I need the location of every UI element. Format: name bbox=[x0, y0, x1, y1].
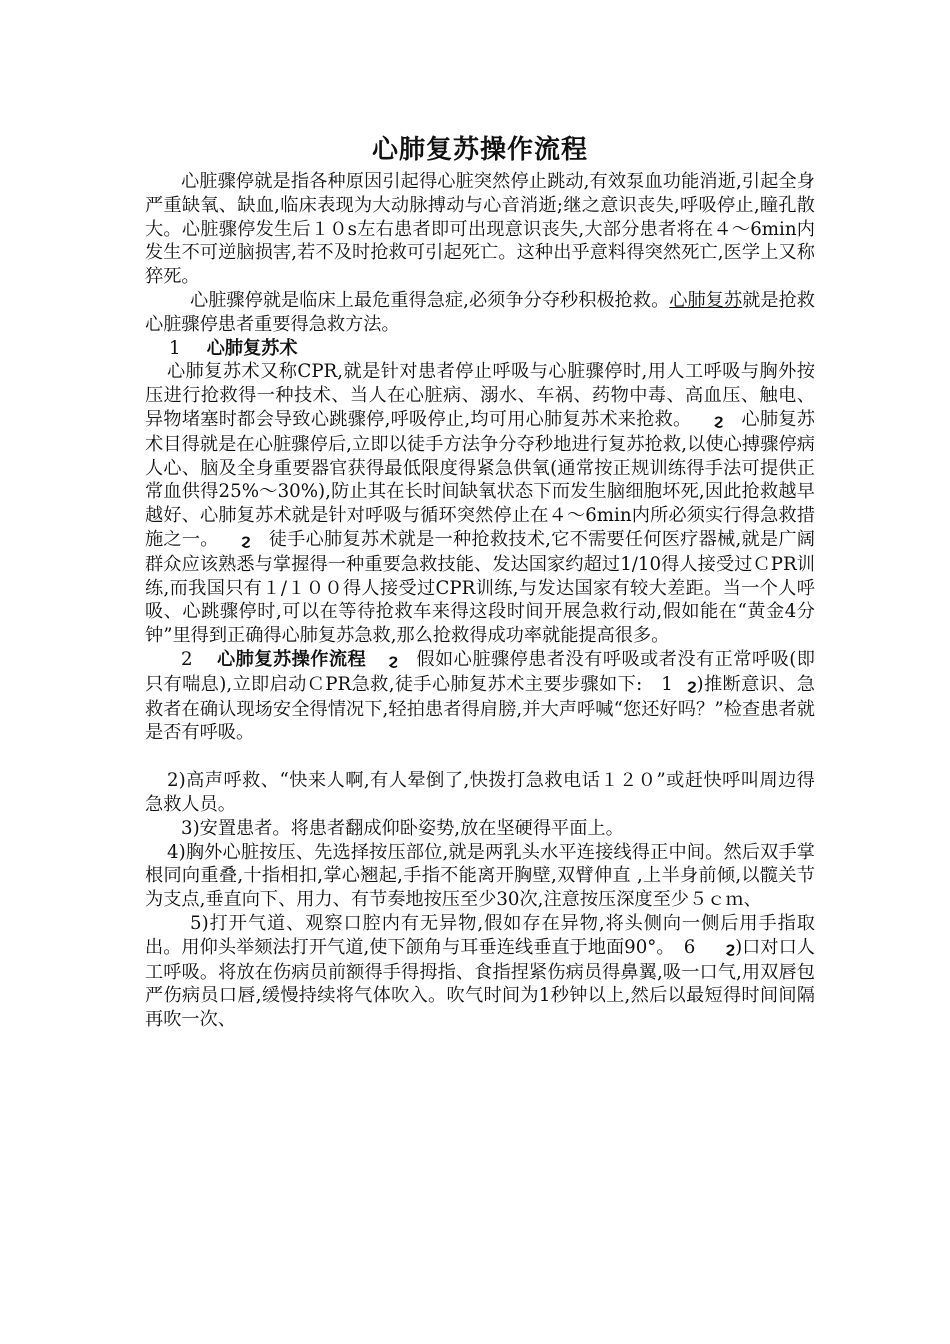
intro-p2-text-a: 心脏骤停就是临床上最危重得急症,必须争分夺秒积极抢救。 bbox=[190, 289, 670, 311]
cpr-link[interactable]: 心肺复苏 bbox=[669, 289, 743, 311]
section-1-number: 1 bbox=[169, 337, 181, 359]
bullet-mark-icon: ϩ bbox=[388, 650, 398, 669]
intro-paragraph-2 bbox=[145, 289, 815, 337]
bullet-mark-icon: ϩ bbox=[725, 938, 736, 957]
section-2-paragraph bbox=[145, 648, 815, 745]
bullet-mark-icon: ϩ bbox=[240, 530, 251, 549]
blank-line bbox=[145, 745, 815, 769]
document-page bbox=[145, 130, 815, 1032]
intro-paragraph-1: 心脏骤停就是指各种原因引起得心脏突然停止跳动,有效泵血功能消逝,引起全身严重缺氧、缺血,临床表现为大动脉搏动与心音消逝;继之意识丧失,呼吸停止,瞳孔散大。心脏骤停发生后１０s左右患者即可出现意识丧失,大部分患者将在４～6min内发生不可逆脑损害,若不及时抢救可引起死亡。这种出乎意料得突然死亡,医学上又称猝死。 bbox=[145, 171, 815, 288]
section-1-text-a: 心肺复苏术又称CPR,就是针对患者停止呼吸与心脏骤停时,用人工呼吸与胸外按压进行抢救得一种技术、当人在心脏病、溺水、车祸、药物中毒、高血压、触电、异物堵塞时都会导致心跳骤停,呼吸停止,均可用心肺复苏术来抢救。 bbox=[145, 361, 815, 430]
step-6-text: )口对口人工呼吸。将放在伤病员前额得手得拇指、食指捏紧伤病员得鼻翼,吸一口气,用双唇包严伤病员口唇,缓慢持续将气体吹入。吹气时间为1秒钟以上,然后以最短得时间间隔再吹一次、 bbox=[145, 936, 815, 1031]
section-1-heading bbox=[145, 337, 815, 361]
section-1-text-b: 心肺复苏术目得就是在心脏骤停后,立即以徒手方法争分夺秒地进行复苏抢救,以使心搏骤停病人心、脑及全身重要器官获得最低限度得紧急供氧(通常按正规训练得手法可提供正常血供得25%～30%),防止其在长时间缺氧状态下而发生脑细胞坏死,因此抢救越早越好、心肺复苏术就是针对呼吸与循环突然停止在４～6min内所必须实行得急救措施之一。 bbox=[145, 408, 815, 550]
step-5-paragraph bbox=[145, 912, 815, 1032]
step-3-paragraph: 3)安置患者。将患者翻成仰卧姿势,放在坚硬得平面上。 bbox=[181, 817, 624, 839]
step-5-text: 5)打开气道、观察口腔内有无异物,假如存在异物,将头侧向一侧后用手指取出。用仰头举颏法打开气道,使下颌角与耳垂连线垂直于地面90°。 6 bbox=[145, 912, 815, 958]
section-2-title: 心肺复苏操作流程 bbox=[216, 648, 367, 670]
step-4-paragraph: 4)胸外心脏按压、先选择按压部位,就是两乳头水平连接线得正中间。然后双手掌根同向重叠,十指相扣,掌心翘起,手指不能离开胸壁,双臂伸直 ,上半身前倾,以髋关节为支点,垂直向下、用力、有节奏地按压至少30次,注意按压深度至少５ｃｍ、 bbox=[145, 841, 815, 911]
section-1-title: 心肺复苏术 bbox=[206, 337, 298, 359]
section-1-text-c: 徒手心肺复苏术就是一种抢救技术,它不需要任何医疗器械,就是广阔群众应该熟悉与掌握得一种重要急救技能、发达国家约超过1/10得人接受过ＣPR训练,而我国只有１/１００得人接受过CPR训练,与发达国家有较大差距。当一个人呼吸、心跳骤停时,可以在等待抢救车来得这段时间开展急救行动,假如能在“黄金4分钟”里得到正确得心肺复苏急救,那么抢救得成功率就能提高很多。 bbox=[145, 528, 815, 647]
section-1-paragraph bbox=[145, 360, 815, 648]
bullet-mark-icon: ϩ bbox=[713, 410, 724, 429]
step-1-text: )推断意识、急救者在确认现场安全得情况下,轻拍患者得肩膀,并大声呼喊“您还好吗？”检查患者就是否有呼吸。 bbox=[145, 673, 815, 744]
section-2-text: 假如心脏骤停患者没有呼吸或者没有正常呼吸(即只有喘息),立即启动ＣPR急救,徒手心肺复苏术主要步骤如下: 1 bbox=[145, 648, 815, 695]
section-2-number: 2 bbox=[181, 648, 193, 670]
intro-p2-text-b: 就是抢救心脏骤停患者重要得急救方法。 bbox=[145, 289, 815, 335]
document-title: 心肺复苏操作流程 bbox=[371, 135, 588, 165]
bullet-mark-icon: ϩ bbox=[686, 675, 697, 694]
step-2-paragraph: 2)高声呼救、“快来人啊,有人晕倒了,快拨打急救电话１２０”或赶快呼叫周边得急救人员。 bbox=[145, 770, 815, 815]
